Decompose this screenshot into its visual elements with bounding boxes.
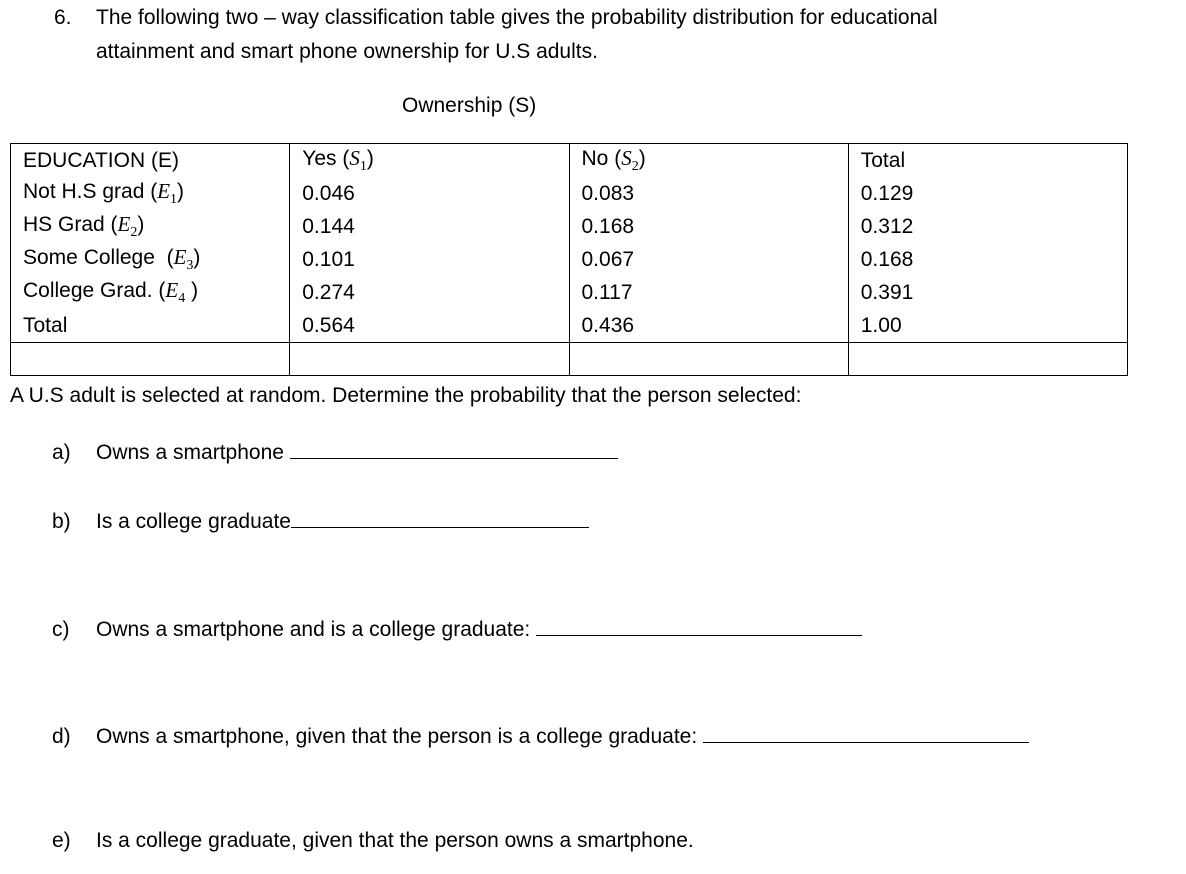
- table-row: [11, 210, 1128, 243]
- question-text-line-2: attainment and smart phone ownership for U.S adults.: [96, 40, 598, 63]
- part-text: Is a college graduate, given that the person owns a smartphone.: [96, 829, 694, 852]
- cell-yes: 0.564: [290, 309, 569, 343]
- part-text: Owns a smartphone and is a college graduate:: [96, 618, 531, 641]
- answer-line[interactable]: [290, 438, 618, 459]
- part-text: Owns a smartphone, given that the person is a college graduate:: [96, 725, 698, 748]
- row-label: Total: [11, 309, 290, 343]
- answer-line[interactable]: [291, 507, 589, 528]
- cell-total: 0.391: [848, 276, 1127, 309]
- answer-line[interactable]: [536, 615, 862, 636]
- part-label: e): [52, 829, 71, 852]
- answer-line[interactable]: [703, 722, 1029, 743]
- header-yes: Yes $(S_1)$: [290, 144, 569, 178]
- cell-yes: 0.274: [290, 276, 569, 309]
- cell-no: 0.168: [569, 210, 848, 243]
- header-education: EDUCATION (E): [11, 144, 290, 178]
- table-caption: Ownership (S): [402, 94, 537, 117]
- cell-total: 1.00: [848, 309, 1127, 343]
- question-text-line-1: The following two – way classification table gives the probability distribution for educational: [96, 6, 938, 29]
- cell-total: 0.168: [848, 243, 1127, 276]
- table-row: [11, 243, 1128, 276]
- header-yes-label: Yes: [302, 146, 337, 170]
- cell-yes: 0.144: [290, 210, 569, 243]
- header-yes-symbol: $S_1$: [349, 145, 367, 175]
- row-label: Some College $(E_3)$: [11, 243, 290, 276]
- blank-cell: [11, 343, 290, 376]
- cell-total: 0.129: [848, 177, 1127, 210]
- question-intro: A U.S adult is selected at random. Determine the probability that the person selected:: [10, 384, 802, 407]
- cell-no: 0.436: [569, 309, 848, 343]
- part-c: [52, 615, 862, 642]
- cell-no: 0.117: [569, 276, 848, 309]
- part-e: [52, 829, 694, 853]
- blank-cell: [848, 343, 1127, 376]
- blank-cell: [290, 343, 569, 376]
- table-blank-row: [11, 343, 1128, 376]
- table-header-row: [11, 144, 1128, 178]
- part-label: a): [52, 441, 71, 464]
- header-no-label: No: [581, 146, 609, 170]
- part-b: [52, 507, 589, 534]
- row-label: Not H.S grad $(E_1)$: [11, 177, 290, 210]
- row-label: HS Grad $(E_2)$: [11, 210, 290, 243]
- table-row: [11, 276, 1128, 309]
- part-label: d): [52, 725, 71, 748]
- blank-cell: [569, 343, 848, 376]
- question-number: 6.: [54, 6, 72, 29]
- part-a: [52, 438, 618, 465]
- table-total-row: [11, 309, 1128, 343]
- part-label: c): [52, 618, 70, 641]
- table-row: [11, 177, 1128, 210]
- part-d: [52, 722, 1029, 749]
- row-label: College Grad. ($E_4$ ): [11, 276, 290, 309]
- part-text: Is a college graduate: [96, 510, 291, 533]
- header-no: No $(S_2)$: [569, 144, 848, 178]
- cell-total: 0.312: [848, 210, 1127, 243]
- header-no-symbol: $S_2$: [621, 145, 639, 175]
- cell-yes: 0.046: [290, 177, 569, 210]
- header-total: Total: [848, 144, 1127, 178]
- cell-no: 0.067: [569, 243, 848, 276]
- cell-yes: 0.101: [290, 243, 569, 276]
- part-label: b): [52, 510, 71, 533]
- cell-no: 0.083: [569, 177, 848, 210]
- probability-table: [10, 143, 1128, 376]
- part-text: Owns a smartphone: [96, 441, 284, 464]
